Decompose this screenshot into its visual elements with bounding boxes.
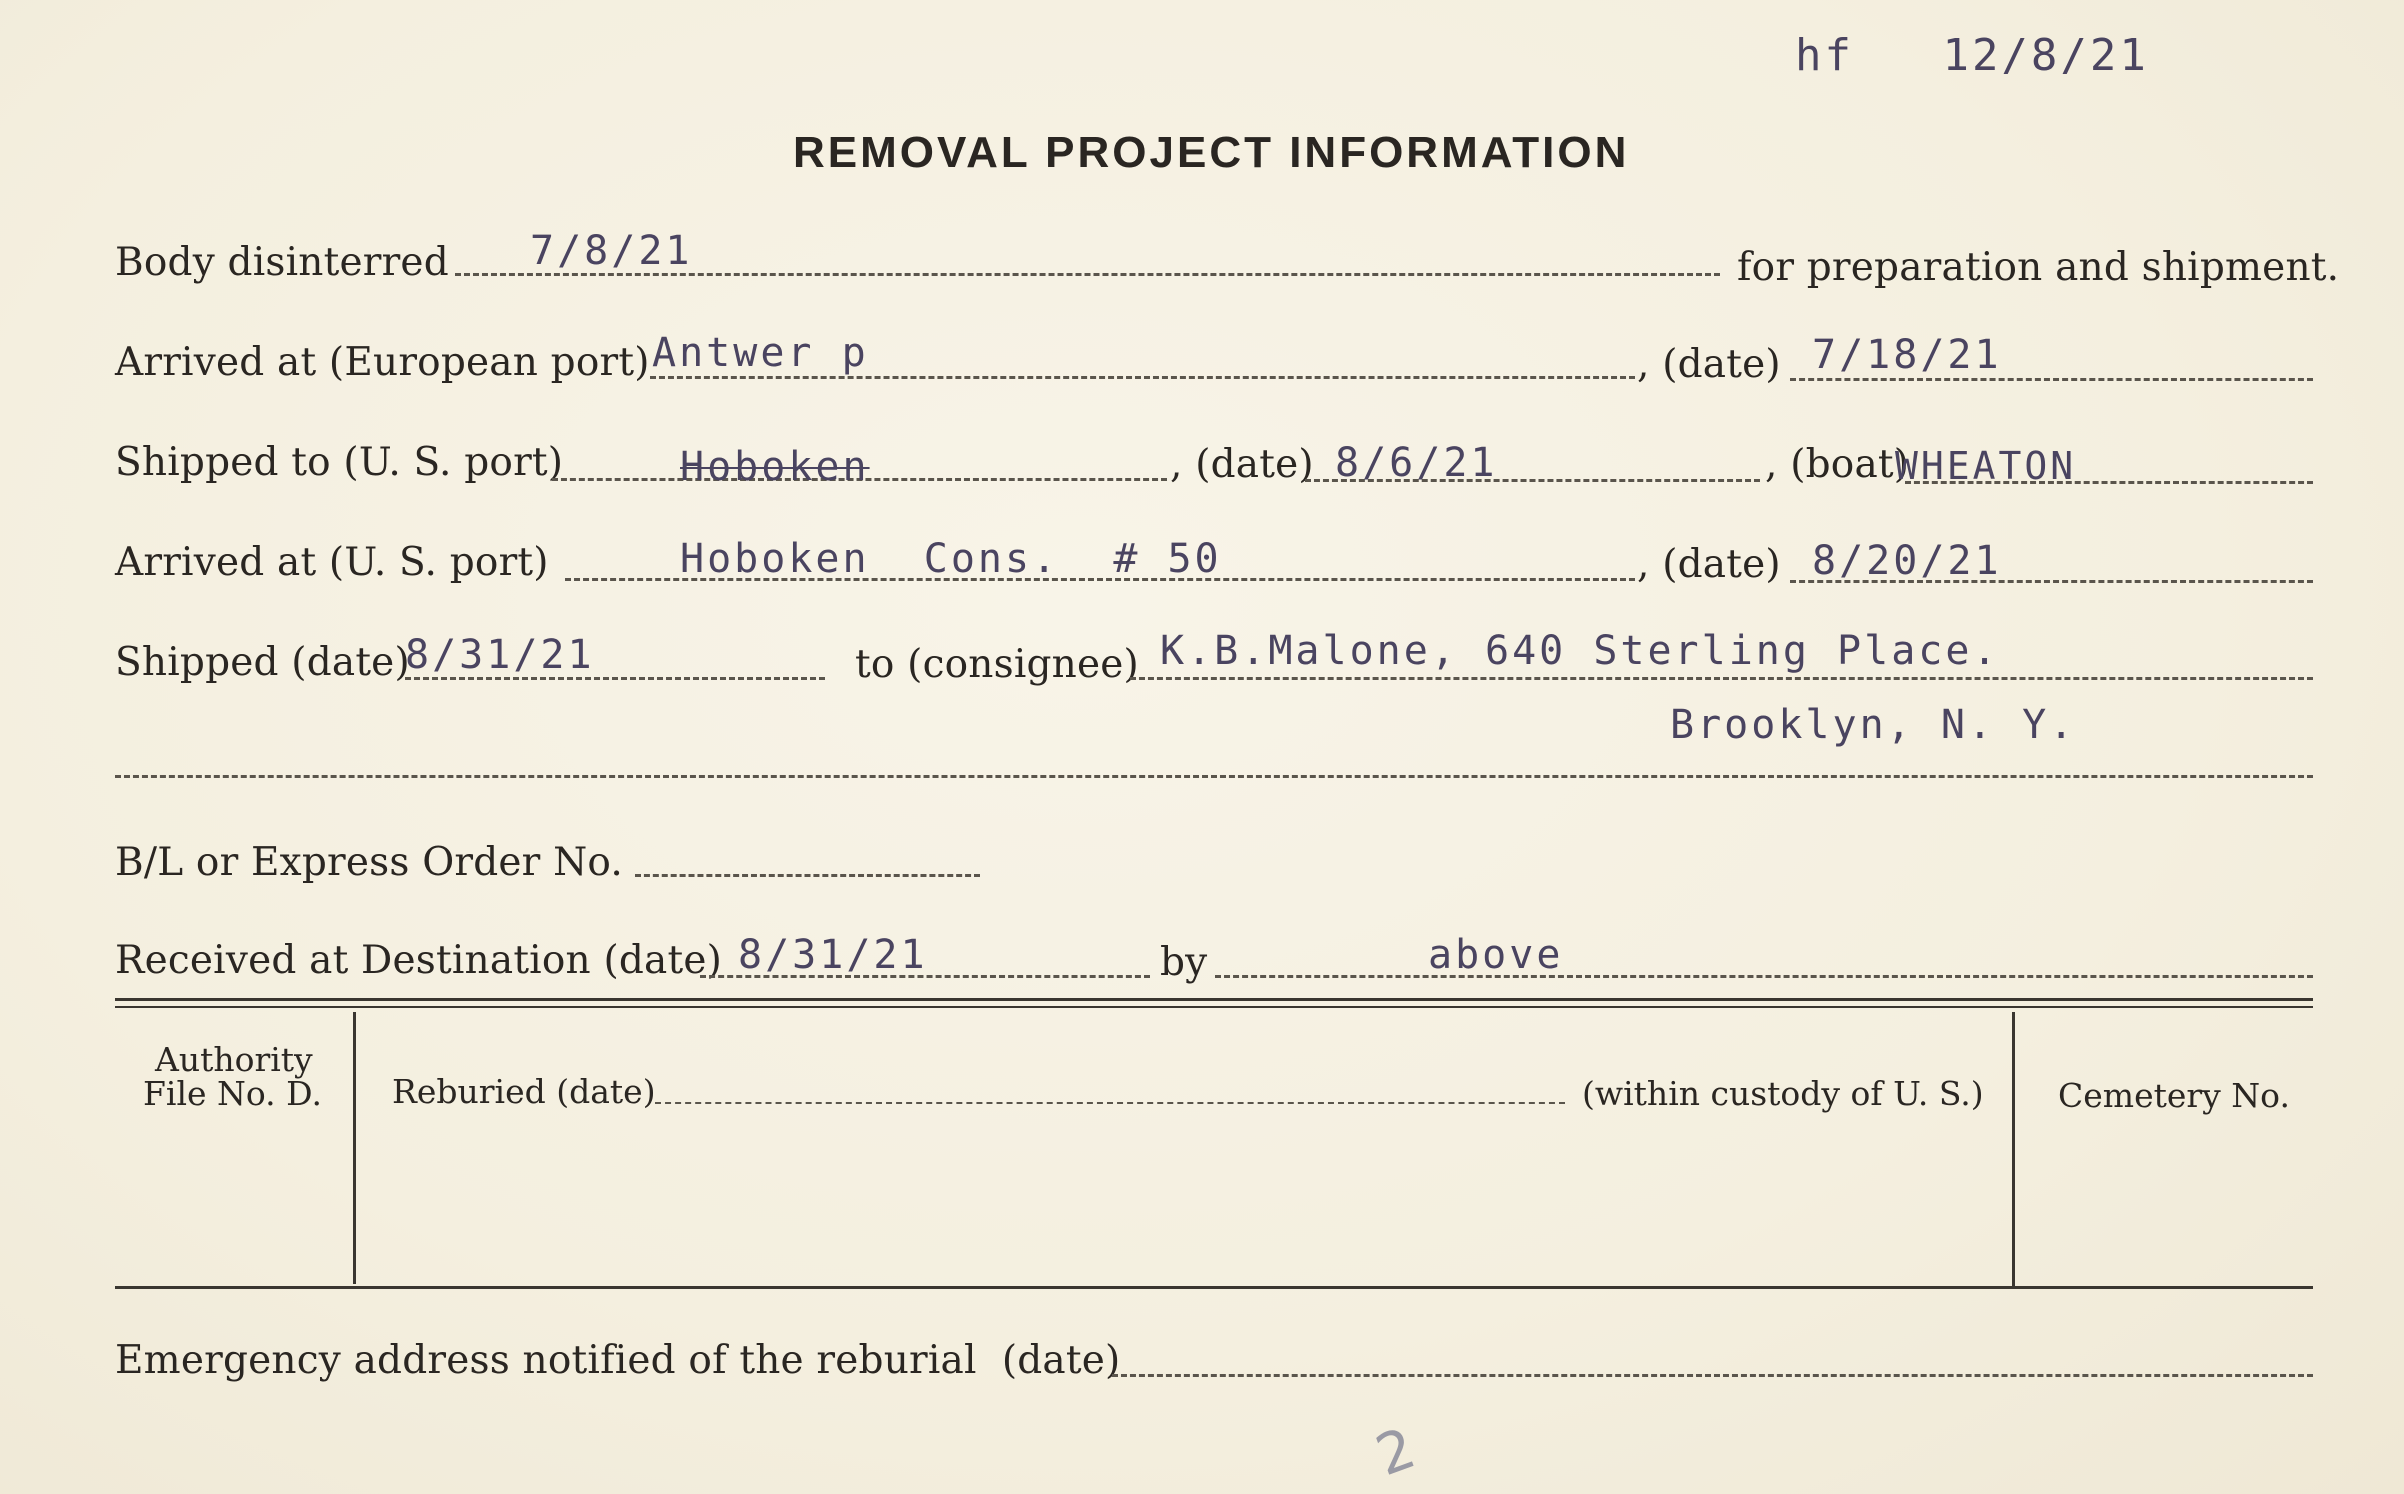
emergency-line: [1112, 1374, 2313, 1377]
bl-order-label: B/L or Express Order No.: [115, 840, 624, 885]
reburied-line: [655, 1102, 1565, 1104]
table-top-rule-1: [115, 998, 2313, 1001]
table-bottom-rule: [115, 1286, 2313, 1289]
body-disinterred-value: 7/8/21: [530, 228, 693, 274]
authority-label-line2: File No. D.: [143, 1074, 322, 1113]
bl-order-line: [635, 874, 980, 877]
received-by-line: [1215, 975, 2313, 978]
custody-label: (within custody of U. S.): [1582, 1074, 1984, 1113]
european-port-value: Antwer p: [652, 330, 869, 376]
received-destination-label: Received at Destination (date): [115, 938, 723, 983]
european-port-line: [650, 376, 1635, 379]
us-port-shipped-label: Shipped to (U. S. port): [115, 440, 564, 485]
consignee-value: K.B.Malone, 640 Sterling Place.: [1160, 628, 2000, 674]
us-port-arrived-date: 8/20/21: [1812, 538, 2002, 584]
authority-label-line1: Authority: [155, 1040, 313, 1079]
received-by-label: by: [1160, 940, 1208, 985]
received-destination-date: 8/31/21: [738, 932, 928, 978]
cemetery-label: Cemetery No.: [2058, 1076, 2290, 1115]
consignee-line: [1130, 677, 2313, 680]
us-port-arrived-date-label: , (date): [1637, 542, 1781, 587]
table-top-rule-2: [115, 1006, 2313, 1008]
us-port-shipped-date-label: , (date): [1170, 442, 1314, 487]
us-port-arrived-value: Hoboken Cons. # 50: [680, 536, 1222, 582]
received-by-value: above: [1428, 932, 1564, 978]
page-title: REMOVAL PROJECT INFORMATION: [793, 128, 1630, 177]
consignee-address-line2: Brooklyn, N. Y.: [1670, 702, 2077, 748]
table-divider-left: [353, 1012, 356, 1284]
european-port-date: 7/18/21: [1812, 332, 2002, 378]
preparation-shipment-text: for preparation and shipment.: [1737, 245, 2340, 290]
european-port-date-line: [1790, 378, 2313, 381]
stamp-date: hf 12/8/21: [1795, 30, 2149, 81]
boat-value: WHEATON: [1895, 444, 2077, 488]
consignee-extra-line: [115, 775, 2313, 778]
boat-label: , (boat): [1765, 442, 1910, 487]
us-port-shipped-date: 8/6/21: [1335, 440, 1498, 486]
shipped-date-label: Shipped (date): [115, 640, 410, 685]
pencil-mark: 2: [1367, 1415, 1424, 1490]
shipped-date-value: 8/31/21: [405, 632, 595, 678]
reburied-label: Reburied (date): [392, 1072, 656, 1111]
body-disinterred-label: Body disinterred: [115, 240, 449, 285]
us-port-shipped-value: Hoboken: [680, 444, 870, 490]
emergency-label: Emergency address notified of the reburial (date): [115, 1338, 1121, 1383]
consignee-label: to (consignee): [855, 642, 1139, 687]
us-port-arrived-label: Arrived at (U. S. port): [115, 540, 549, 585]
european-port-date-label: , (date): [1637, 342, 1781, 387]
european-port-label: Arrived at (European port): [115, 340, 650, 385]
table-divider-right: [2012, 1012, 2015, 1288]
